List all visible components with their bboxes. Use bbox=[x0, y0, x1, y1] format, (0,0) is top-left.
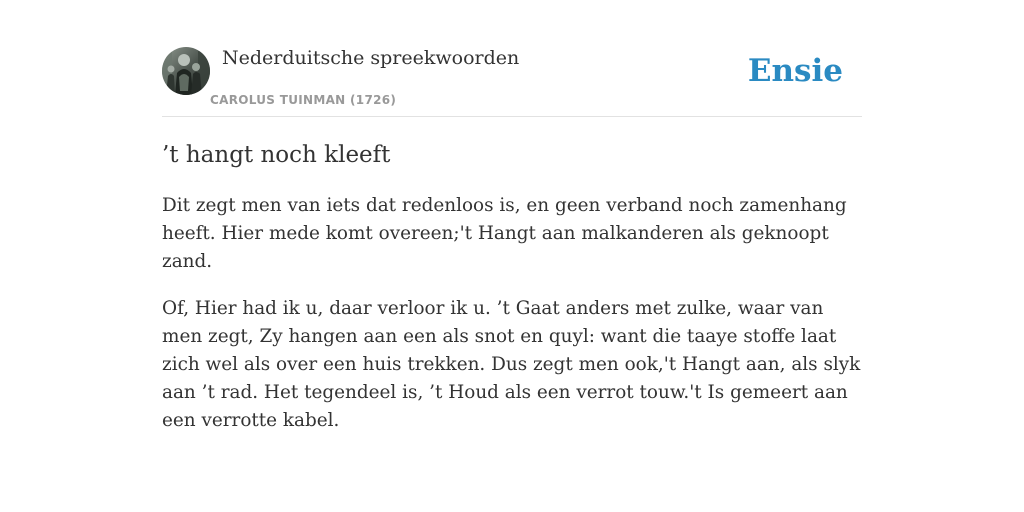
statue-portrait-icon bbox=[162, 47, 210, 95]
entry-paragraph: Of, Hier had ik u, daar verloor ik u. ’t Gaat anders met zulke, waar van men zegt, Zy hangen aan een als snot en quyl: want die taaye stoffe laat zich wel als over een huis trekken. Dus zegt men ook,'t Hangt aan, als slyk aan ’t rad. Het tegendeel is, ’t Houd als een verrot touw.'t Is gemeert aan een verrotte kabel. bbox=[162, 298, 861, 431]
book-title[interactable]: Nederduitsche spreekwoorden bbox=[222, 47, 520, 69]
entry-title: ’t hangt noch kleeft bbox=[162, 142, 391, 168]
page-content bbox=[162, 46, 862, 435]
author-name[interactable]: CAROLUS TUINMAN (1726) bbox=[210, 93, 397, 107]
entry-paragraph: Dit zegt men van iets dat redenloos is, en geen verband noch zamenhang heeft. Hier mede komt overeen;'t Hangt aan malkanderen als geknoopt zand. bbox=[162, 195, 847, 272]
ensie-logo[interactable]: Ensie bbox=[747, 53, 843, 89]
author-avatar[interactable] bbox=[162, 47, 210, 95]
book-header bbox=[162, 46, 862, 117]
